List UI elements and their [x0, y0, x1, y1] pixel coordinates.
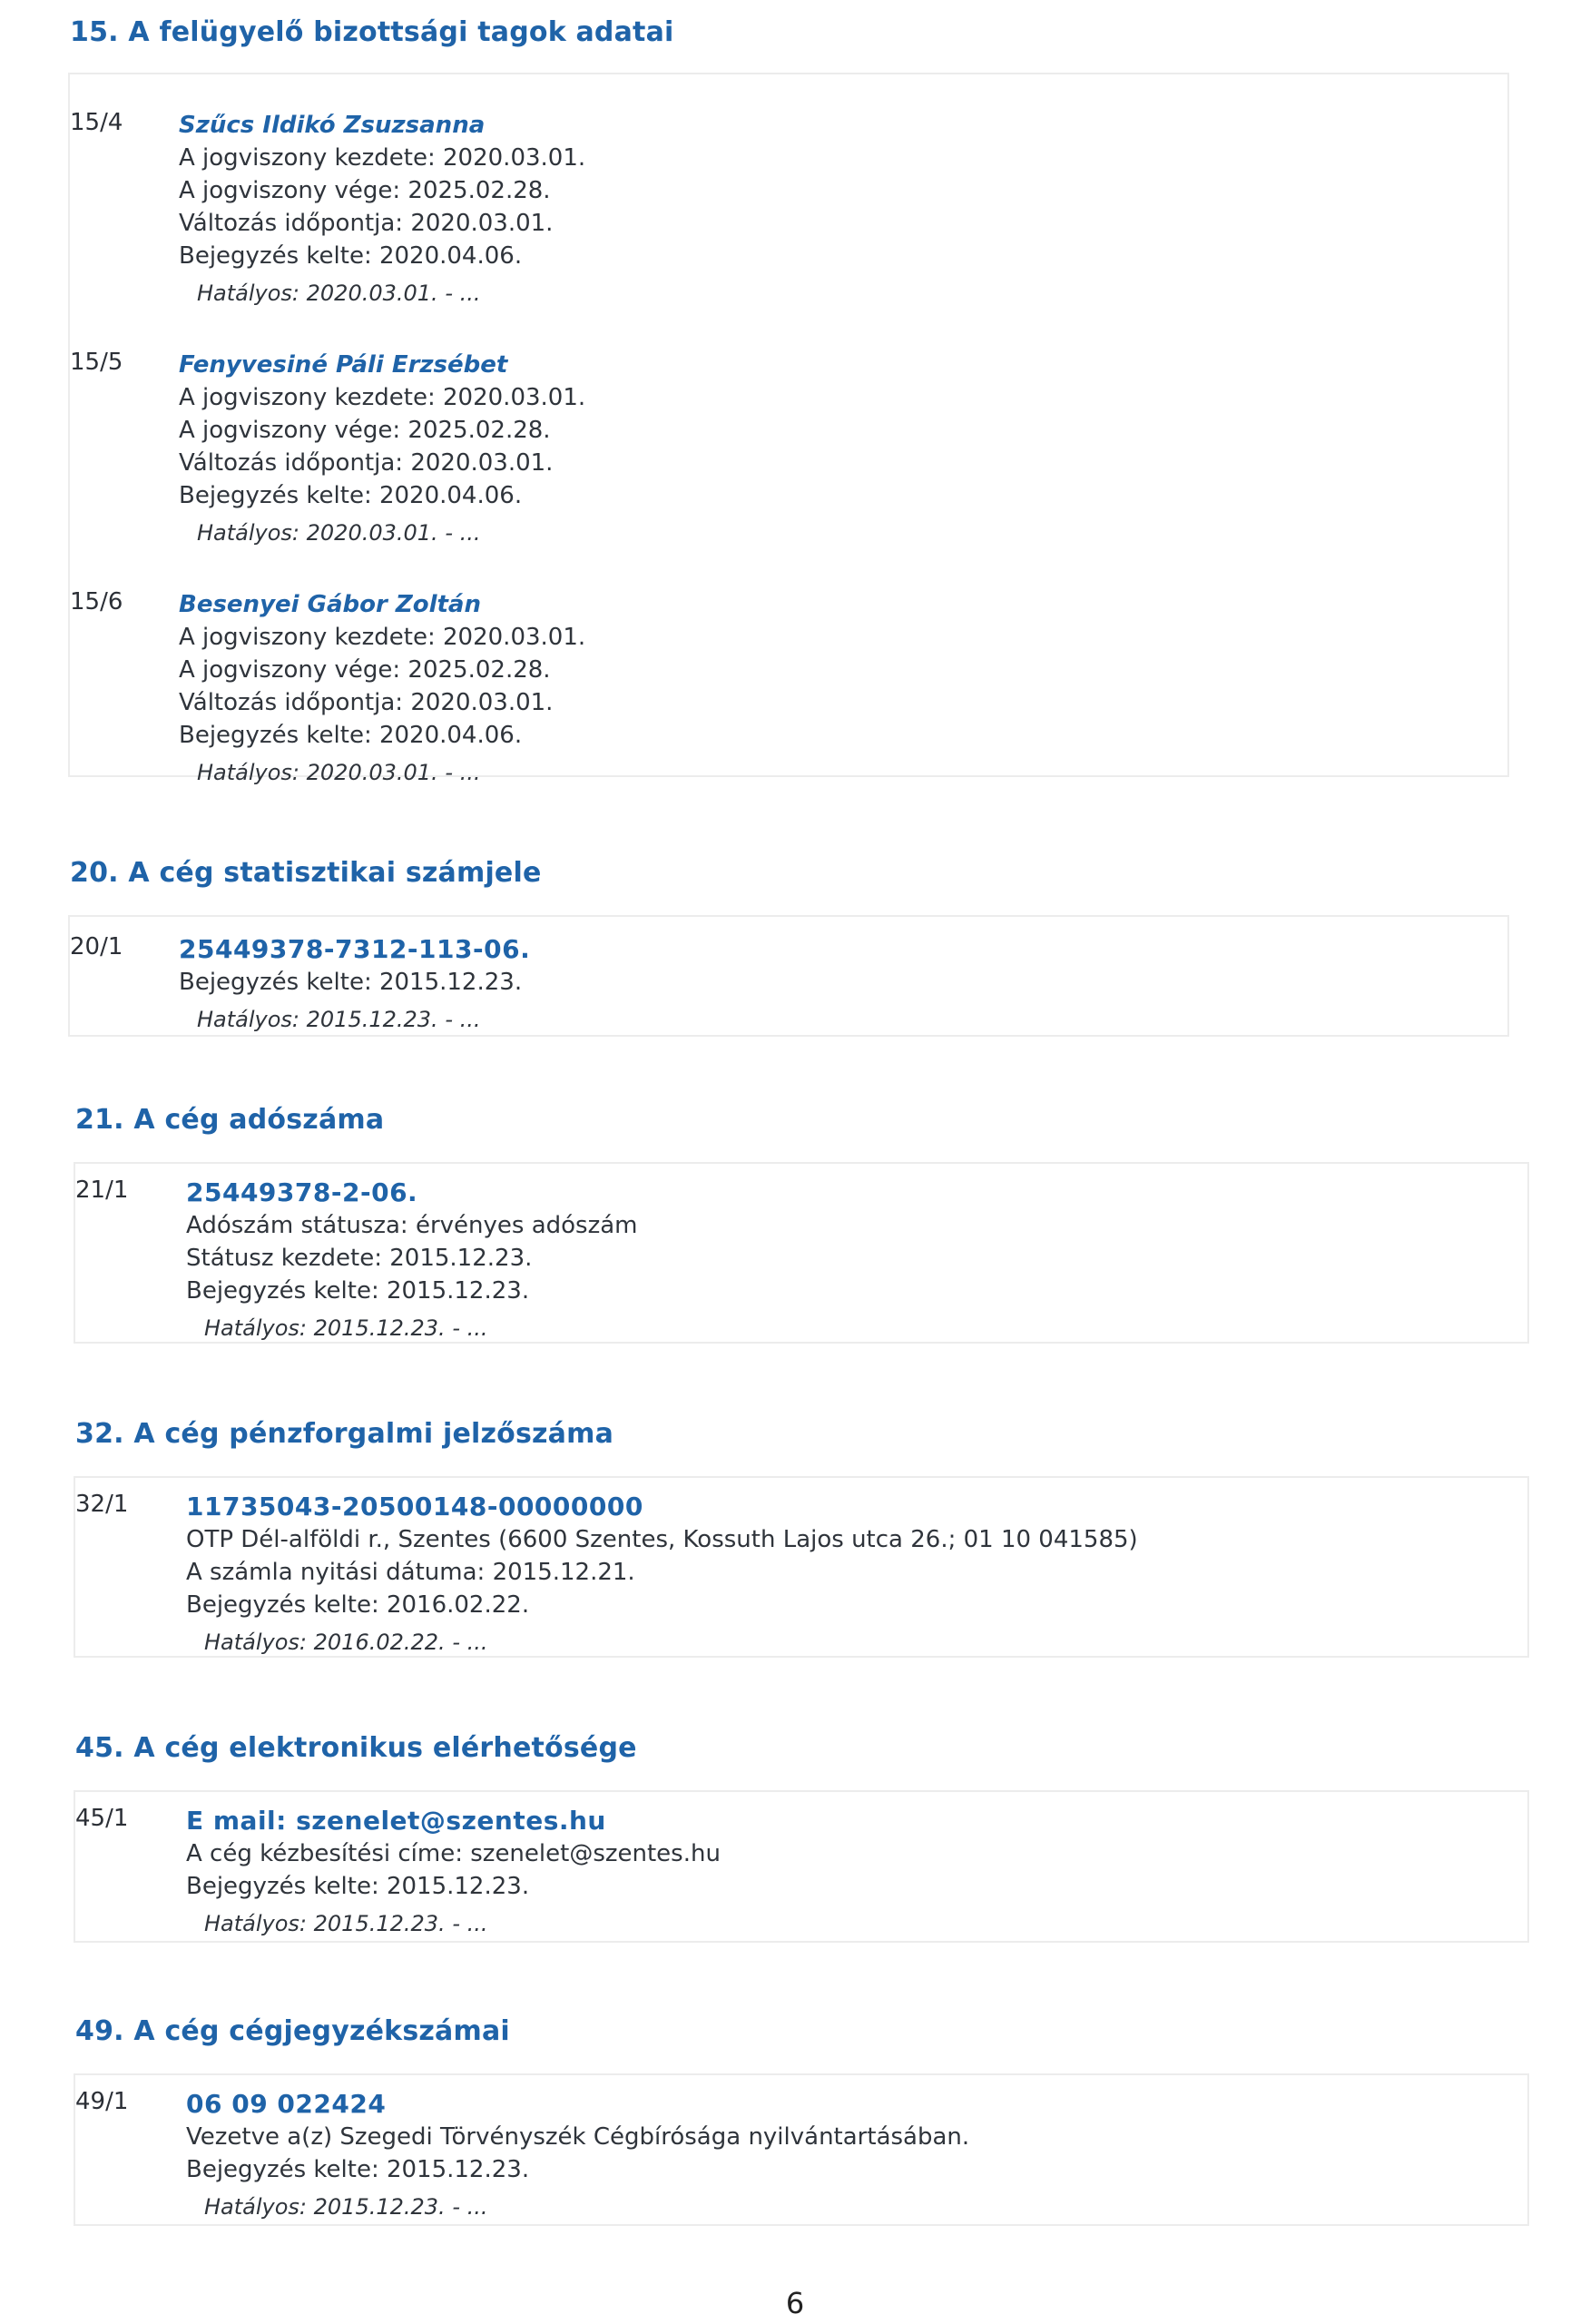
section-21-tax-number [75, 1104, 1527, 1349]
section-title: 21. A cég adószáma [75, 1104, 385, 1136]
entry-body [186, 1491, 1138, 1658]
entry-body [179, 109, 585, 309]
entry-body [186, 1805, 721, 1939]
bank-details: OTP Dél-alföldi r., Szentes (6600 Szentes, Kossuth Lajos utca 26.; 01 10 041585) [186, 1526, 1138, 1553]
effective-date: Hatályos: 2016.02.22. - ... [204, 1630, 488, 1655]
entries-box [68, 73, 1509, 785]
entry-number: 32/1 [75, 1491, 129, 1518]
section-20-statistical-number [70, 857, 1513, 1039]
relationship-end: A jogviszony vége: 2025.02.28. [179, 417, 551, 444]
registry-court: Vezetve a(z) Szegedi Törvényszék Cégbírósága nyilvántartásában. [186, 2123, 970, 2151]
entry-number: 15/5 [70, 349, 123, 376]
section-49-company-registry-numbers [75, 2015, 1527, 2233]
statistical-number: 25449378-7312-113-06. [179, 934, 531, 964]
change-date: Változás időpontja: 2020.03.01. [179, 210, 554, 237]
status-start: Státusz kezdete: 2015.12.23. [186, 1245, 533, 1272]
entry-number: 20/1 [70, 933, 123, 960]
relationship-start: A jogviszony kezdete: 2020.03.01. [179, 144, 586, 172]
section-32-bank-account [75, 1418, 1527, 1663]
relationship-start: A jogviszony kezdete: 2020.03.01. [179, 384, 586, 411]
entry-number: 15/4 [70, 109, 123, 136]
section-title: 32. A cég pénzforgalmi jelzőszáma [75, 1418, 614, 1450]
relationship-end: A jogviszony vége: 2025.02.28. [179, 656, 551, 684]
bank-account-number: 11735043-20500148-00000000 [186, 1492, 643, 1521]
page-number: 6 [785, 2286, 805, 2320]
registration-date: Bejegyzés kelte: 2015.12.23. [179, 969, 523, 996]
section-title: 15. A felügyelő bizottsági tagok adatai [70, 16, 674, 48]
registration-date: Bejegyzés kelte: 2015.12.23. [186, 1277, 530, 1305]
entry-body [186, 1177, 638, 1344]
registry-number: 06 09 022424 [186, 2089, 387, 2119]
member-name: Besenyei Gábor Zoltán [179, 591, 481, 618]
entries-box [74, 1476, 1529, 1658]
change-date: Változás időpontja: 2020.03.01. [179, 689, 554, 716]
section-title: 20. A cég statisztikai számjele [70, 857, 542, 889]
member-name: Szűcs Ildikó Zsuzsanna [179, 112, 486, 139]
entries-box [74, 2073, 1529, 2226]
registration-date: Bejegyzés kelte: 2015.12.23. [186, 1873, 530, 1900]
tax-status: Adószám státusza: érvényes adószám [186, 1212, 638, 1239]
entry-number: 49/1 [75, 2088, 129, 2115]
section-title: 49. A cég cégjegyzékszámai [75, 2015, 510, 2047]
effective-date: Hatályos: 2015.12.23. - ... [204, 2194, 488, 2220]
entry-number: 15/6 [70, 588, 123, 615]
section-45-electronic-contact [75, 1732, 1527, 1950]
account-open-date: A számla nyitási dátuma: 2015.12.21. [186, 1559, 635, 1586]
effective-date: Hatályos: 2020.03.01. - ... [197, 520, 481, 546]
registration-date: Bejegyzés kelte: 2020.04.06. [179, 482, 523, 509]
effective-date: Hatályos: 2015.12.23. - ... [204, 1315, 488, 1341]
change-date: Változás időpontja: 2020.03.01. [179, 449, 554, 477]
effective-date: Hatályos: 2015.12.23. - ... [204, 1911, 488, 1936]
registration-date: Bejegyzés kelte: 2015.12.23. [186, 2156, 530, 2183]
effective-date: Hatályos: 2020.03.01. - ... [197, 281, 481, 306]
entries-box [74, 1790, 1529, 1943]
registration-date: Bejegyzés kelte: 2016.02.22. [186, 1591, 530, 1619]
entry-body [186, 2088, 969, 2222]
entry-number: 21/1 [75, 1177, 129, 1204]
relationship-end: A jogviszony vége: 2025.02.28. [179, 177, 551, 204]
delivery-address: A cég kézbesítési címe: szenelet@szentes.hu [186, 1840, 721, 1867]
section-15-supervisory-board [70, 16, 1513, 785]
entries-box [74, 1162, 1529, 1344]
registration-date: Bejegyzés kelte: 2020.04.06. [179, 722, 523, 749]
email-address: E mail: szenelet@szentes.hu [186, 1806, 606, 1836]
section-title: 45. A cég elektronikus elérhetősége [75, 1732, 637, 1764]
member-name: Fenyvesiné Páli Erzsébet [179, 351, 508, 379]
entry-body [179, 588, 585, 788]
entry-number: 45/1 [75, 1805, 129, 1832]
entry-body [179, 933, 530, 1035]
registration-date: Bejegyzés kelte: 2020.04.06. [179, 242, 523, 270]
relationship-start: A jogviszony kezdete: 2020.03.01. [179, 624, 586, 651]
entries-box [68, 915, 1509, 1037]
entry-body [179, 349, 585, 548]
effective-date: Hatályos: 2015.12.23. - ... [197, 1007, 481, 1032]
tax-number: 25449378-2-06. [186, 1177, 418, 1207]
effective-date: Hatályos: 2020.03.01. - ... [197, 760, 481, 785]
